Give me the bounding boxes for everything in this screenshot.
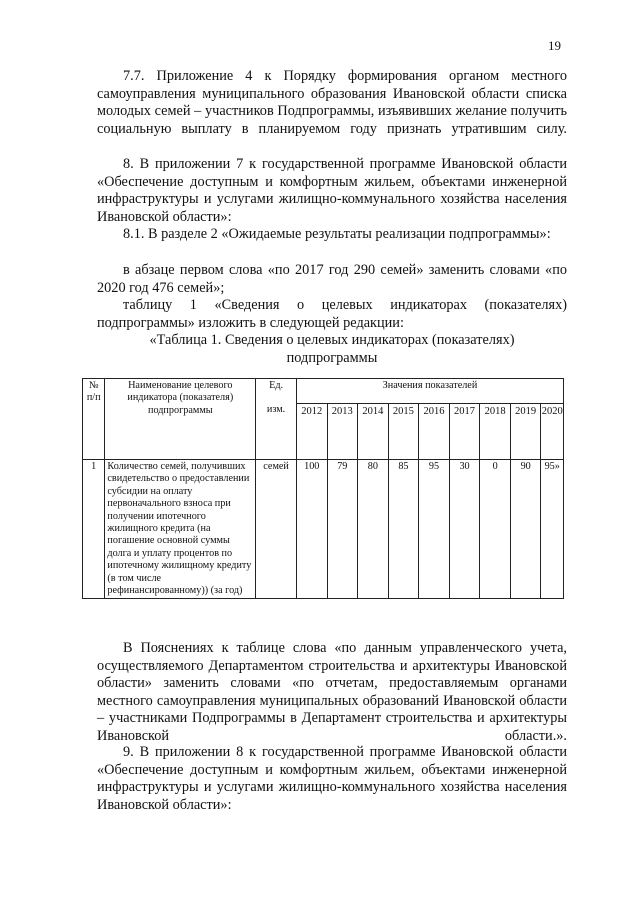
value-2019: 90	[510, 460, 541, 599]
table-title: «Таблица 1. Сведения о целевых индикаторах (показателях) подпрограммы	[149, 332, 515, 366]
header-unit-bottom: изм.	[256, 403, 297, 460]
year-2013: 2013	[327, 403, 358, 460]
value-2020: 95»	[541, 460, 564, 599]
header-unit-top: Ед.	[256, 379, 297, 404]
indicators-table	[82, 378, 564, 599]
row-unit: семей	[256, 460, 297, 599]
row-num: 1	[83, 460, 105, 599]
value-2017: 30	[449, 460, 480, 599]
year-2015: 2015	[388, 403, 419, 460]
table-header-row	[83, 379, 564, 404]
year-2014: 2014	[358, 403, 389, 460]
year-2019: 2019	[510, 403, 541, 460]
paragraph-explanations: В Пояснениях к таблице слова «по данным управленческого учета, осуществляемого Департаментом строительства и архитектуры Ивановской области» заменить словами «по отчетам, предоставляемым органами местного самоуправления муниципальных образований Ивановской области – участниками Подпрограммы в Департамент строительства и архитектуры Ивановской области.».	[97, 640, 568, 744]
value-2015: 85	[388, 460, 419, 599]
year-2017: 2017	[449, 403, 480, 460]
year-2012: 2012	[296, 403, 327, 460]
table-row	[83, 460, 564, 599]
header-num: № п/п	[83, 379, 105, 460]
paragraph-7-7: 7.7. Приложение 4 к Порядку формирования органом местного самоуправления муниципального образования Ивановской области списка молодых семей – участников Подпрограммы, изъявивших желание получить социальную выплату в планируемом году признать утратившим силу.	[97, 68, 568, 137]
paragraph-9: 9. В приложении 8 к государственной программе Ивановской области «Обеспечение доступным и комфортным жильем, объектами инженерной инфраструктуры и услугами жилищно-коммунального хозяйства населения Ивановской области»:	[97, 744, 568, 813]
year-2020: 2020	[541, 403, 564, 460]
value-2012: 100	[296, 460, 327, 599]
paragraph-8: 8. В приложении 7 к государственной программе Ивановской области «Обеспечение доступным и комфортным жильем, объектами инженерной инфраструктуры и услугами жилищно-коммунального хозяйства населения Ивановской области»:	[97, 156, 568, 225]
value-2013: 79	[327, 460, 358, 599]
paragraph-table-instruction: таблицу 1 «Сведения о целевых индикаторах (показателях) подпрограммы» изложить в следующей редакции:	[97, 297, 567, 331]
page-number: 19	[548, 38, 561, 53]
value-2018: 0	[480, 460, 511, 599]
value-2014: 80	[358, 460, 389, 599]
value-2016: 95	[419, 460, 450, 599]
header-indicator-name: Наименование целевого индикатора (показателя) подпрограммы	[105, 379, 256, 460]
header-values: Значения показателей	[296, 379, 563, 404]
paragraph-8-1: 8.1. В разделе 2 «Ожидаемые результаты реализации подпрограммы»:	[123, 226, 551, 242]
paragraph-abzac: в абзаце первом слова «по 2017 год 290 семей» заменить словами «по 2020 год 476 семей»;	[97, 262, 567, 296]
year-2016: 2016	[419, 403, 450, 460]
year-2018: 2018	[480, 403, 511, 460]
row-indicator-name: Количество семей, получивших свидетельство о предоставлении субсидии на оплату первоначального взноса при получении ипотечного жилищного кредита (на погашение основной суммы долга и уплату процентов по ипотечному жилищному кредиту (в том числе рефинансированному)) (за год)	[105, 460, 256, 599]
